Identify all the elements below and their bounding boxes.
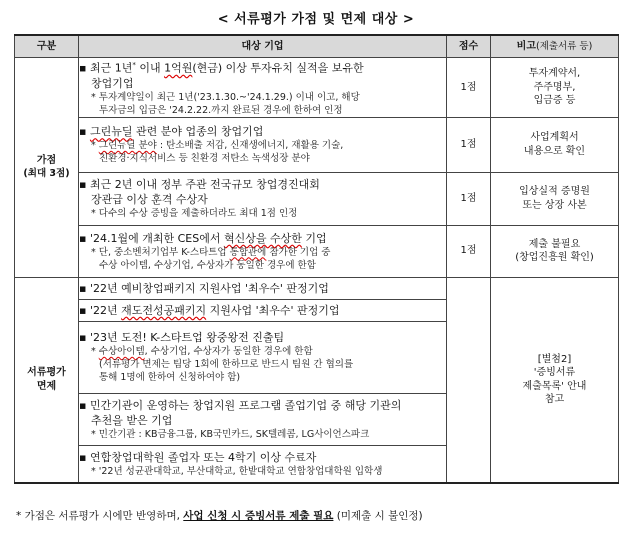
- exempt-note: [별첨2] '증빙서류 제출목록' 안내 참고: [491, 277, 619, 483]
- exempt-item-detail-cont: (서류평가 면제는 팀당 1회에 한하므로 반드시 팀원 간 협의를: [99, 359, 354, 371]
- bonus-item-detail: * 그린뉴딜 분야 : 탄소배출 저감, 신재생에너지, 재활용 기술,: [91, 140, 344, 152]
- bonus-category-sublabel: (최대 3점): [23, 168, 70, 180]
- header-notes-sub: (제출서류 등): [536, 40, 593, 52]
- bonus-item-competition: [79, 172, 447, 225]
- exempt-points-empty: [447, 277, 491, 483]
- table-row: [15, 225, 619, 277]
- bonus-item-detail-cont: 수상 아이템, 수상기업, 수상자가 동일한 경우에 한함: [99, 259, 316, 271]
- bonus-item-bullet: ▪ 그린뉴딜 관련 분야 업종의 창업기업: [79, 125, 264, 139]
- bonus-item-bullet: ▪ 최근 1년* 이내 1억원(현금) 이상 투자유치 실적을 보유한: [79, 61, 364, 75]
- footnote-suffix: (미제출 시 불인정): [333, 510, 423, 522]
- exempt-item-bullet: ▪ '23년 도전! K-스타트업 왕중왕전 진출팀: [79, 331, 285, 345]
- table-header-row: [15, 35, 619, 58]
- bonus-item-bullet: ▪ 최근 2년 이내 정부 주관 전국규모 창업경진대회: [79, 178, 320, 192]
- table-row: [15, 172, 619, 225]
- bonus-item-detail-cont: 친환경·지식서비스 등 친환경 저탄소 녹색성장 분야: [99, 153, 310, 165]
- bonus-note: 투자계약서, 주주명부, 입금증 등: [491, 58, 619, 118]
- bonus-note: 사업계획서 내용으로 확인: [491, 117, 619, 172]
- exempt-item-bullet-cont: 추천을 받은 기업: [91, 413, 173, 427]
- bonus-item-detail: * 투자계약일이 최근 1년('23.1.30.~'24.1.29.) 이내 이고, 해당: [91, 91, 360, 103]
- exempt-item-kstartup: [79, 321, 447, 393]
- header-category: 구분: [15, 35, 79, 58]
- bonus-category-label: 가점: [36, 154, 57, 166]
- bonus-points: 1점: [447, 58, 491, 118]
- header-target: 대상 기업: [79, 35, 447, 58]
- exempt-item-bullet: ▪ '22년 재도전성공패키지 지원사업 '최우수' 판정기업: [79, 303, 340, 317]
- footnote-emphasis: 사업 신청 시 증빙서류 제출 필요: [183, 510, 334, 522]
- table-row: [15, 277, 619, 299]
- footnote: [16, 508, 423, 523]
- bonus-item-detail: * 다수의 수상 증빙을 제출하더라도 최대 1점 인정: [91, 208, 298, 220]
- exempt-item-bullet: ▪ 민간기관이 운영하는 창업지원 프로그램 졸업기업 중 해당 기관의: [79, 398, 402, 412]
- exempt-item-pre-startup: [79, 277, 447, 299]
- bonus-note: 입상실적 증명원 또는 상장 사본: [491, 172, 619, 225]
- bonus-item-green-new-deal: [79, 117, 447, 172]
- criteria-table: [14, 34, 619, 484]
- bonus-note: 제출 불필요 (창업진흥원 확인): [491, 225, 619, 277]
- exempt-item-rechallenge: [79, 299, 447, 321]
- exempt-item-detail: * '22년 성균관대학교, 부산대학교, 한밭대학교 연합창업대학원 입학생: [91, 465, 383, 477]
- table-row: [15, 117, 619, 172]
- exempt-category-label: 서류평가: [27, 367, 66, 379]
- header-points: 점수: [447, 35, 491, 58]
- bonus-item-ces: [79, 225, 447, 277]
- header-notes-main: 비고: [516, 40, 536, 52]
- bonus-item-bullet-cont: 장관급 이상 훈격 수상자: [91, 193, 208, 207]
- exempt-item-detail: * 수상아이템, 수상기업, 수상자가 동일한 경우에 한함: [91, 346, 313, 358]
- exempt-item-bullet: ▪ 연합창업대학원 졸업자 또는 4학기 이상 수료자: [79, 450, 317, 464]
- table-row: [15, 58, 619, 118]
- bonus-points: 1점: [447, 117, 491, 172]
- exempt-item-graduate: [79, 445, 447, 483]
- exempt-item-bullet: ▪ '22년 예비창업패키지 지원사업 '최우수' 판정기업: [79, 281, 329, 295]
- page-title: < 서류평가 가점 및 면제 대상 >: [217, 12, 415, 27]
- exempt-category-sublabel: 면제: [36, 380, 57, 392]
- bonus-item-investment: [79, 58, 447, 118]
- bonus-item-detail: * 단, 중소벤처기업부 K-스타트업 통합관에 참가한 기업 중: [91, 246, 331, 258]
- bonus-item-detail-cont: 투자금의 입금은 '24.2.22.까지 완료된 경우에 한하여 인정: [99, 104, 343, 116]
- header-notes: [491, 35, 619, 58]
- exempt-item-detail: * 민간기관 : KB금융그룹, KB국민카드, SK텔레콤, LG사이언스파크: [91, 428, 370, 440]
- bonus-category-cell: [15, 58, 79, 278]
- bonus-points: 1점: [447, 172, 491, 225]
- exempt-category-cell: [15, 277, 79, 483]
- exempt-item-private: [79, 393, 447, 445]
- footnote-prefix: * 가점은 서류평가 시에만 반영하며,: [16, 510, 184, 522]
- exempt-item-detail-cont: 통해 1명에 한하여 신청하여야 함): [99, 372, 241, 384]
- bonus-item-bullet: ▪ '24.1월에 개최한 CES에서 혁신상을 수상한 기업: [79, 231, 327, 245]
- bonus-item-bullet-cont: 창업기업: [91, 76, 134, 90]
- bonus-points: 1점: [447, 225, 491, 277]
